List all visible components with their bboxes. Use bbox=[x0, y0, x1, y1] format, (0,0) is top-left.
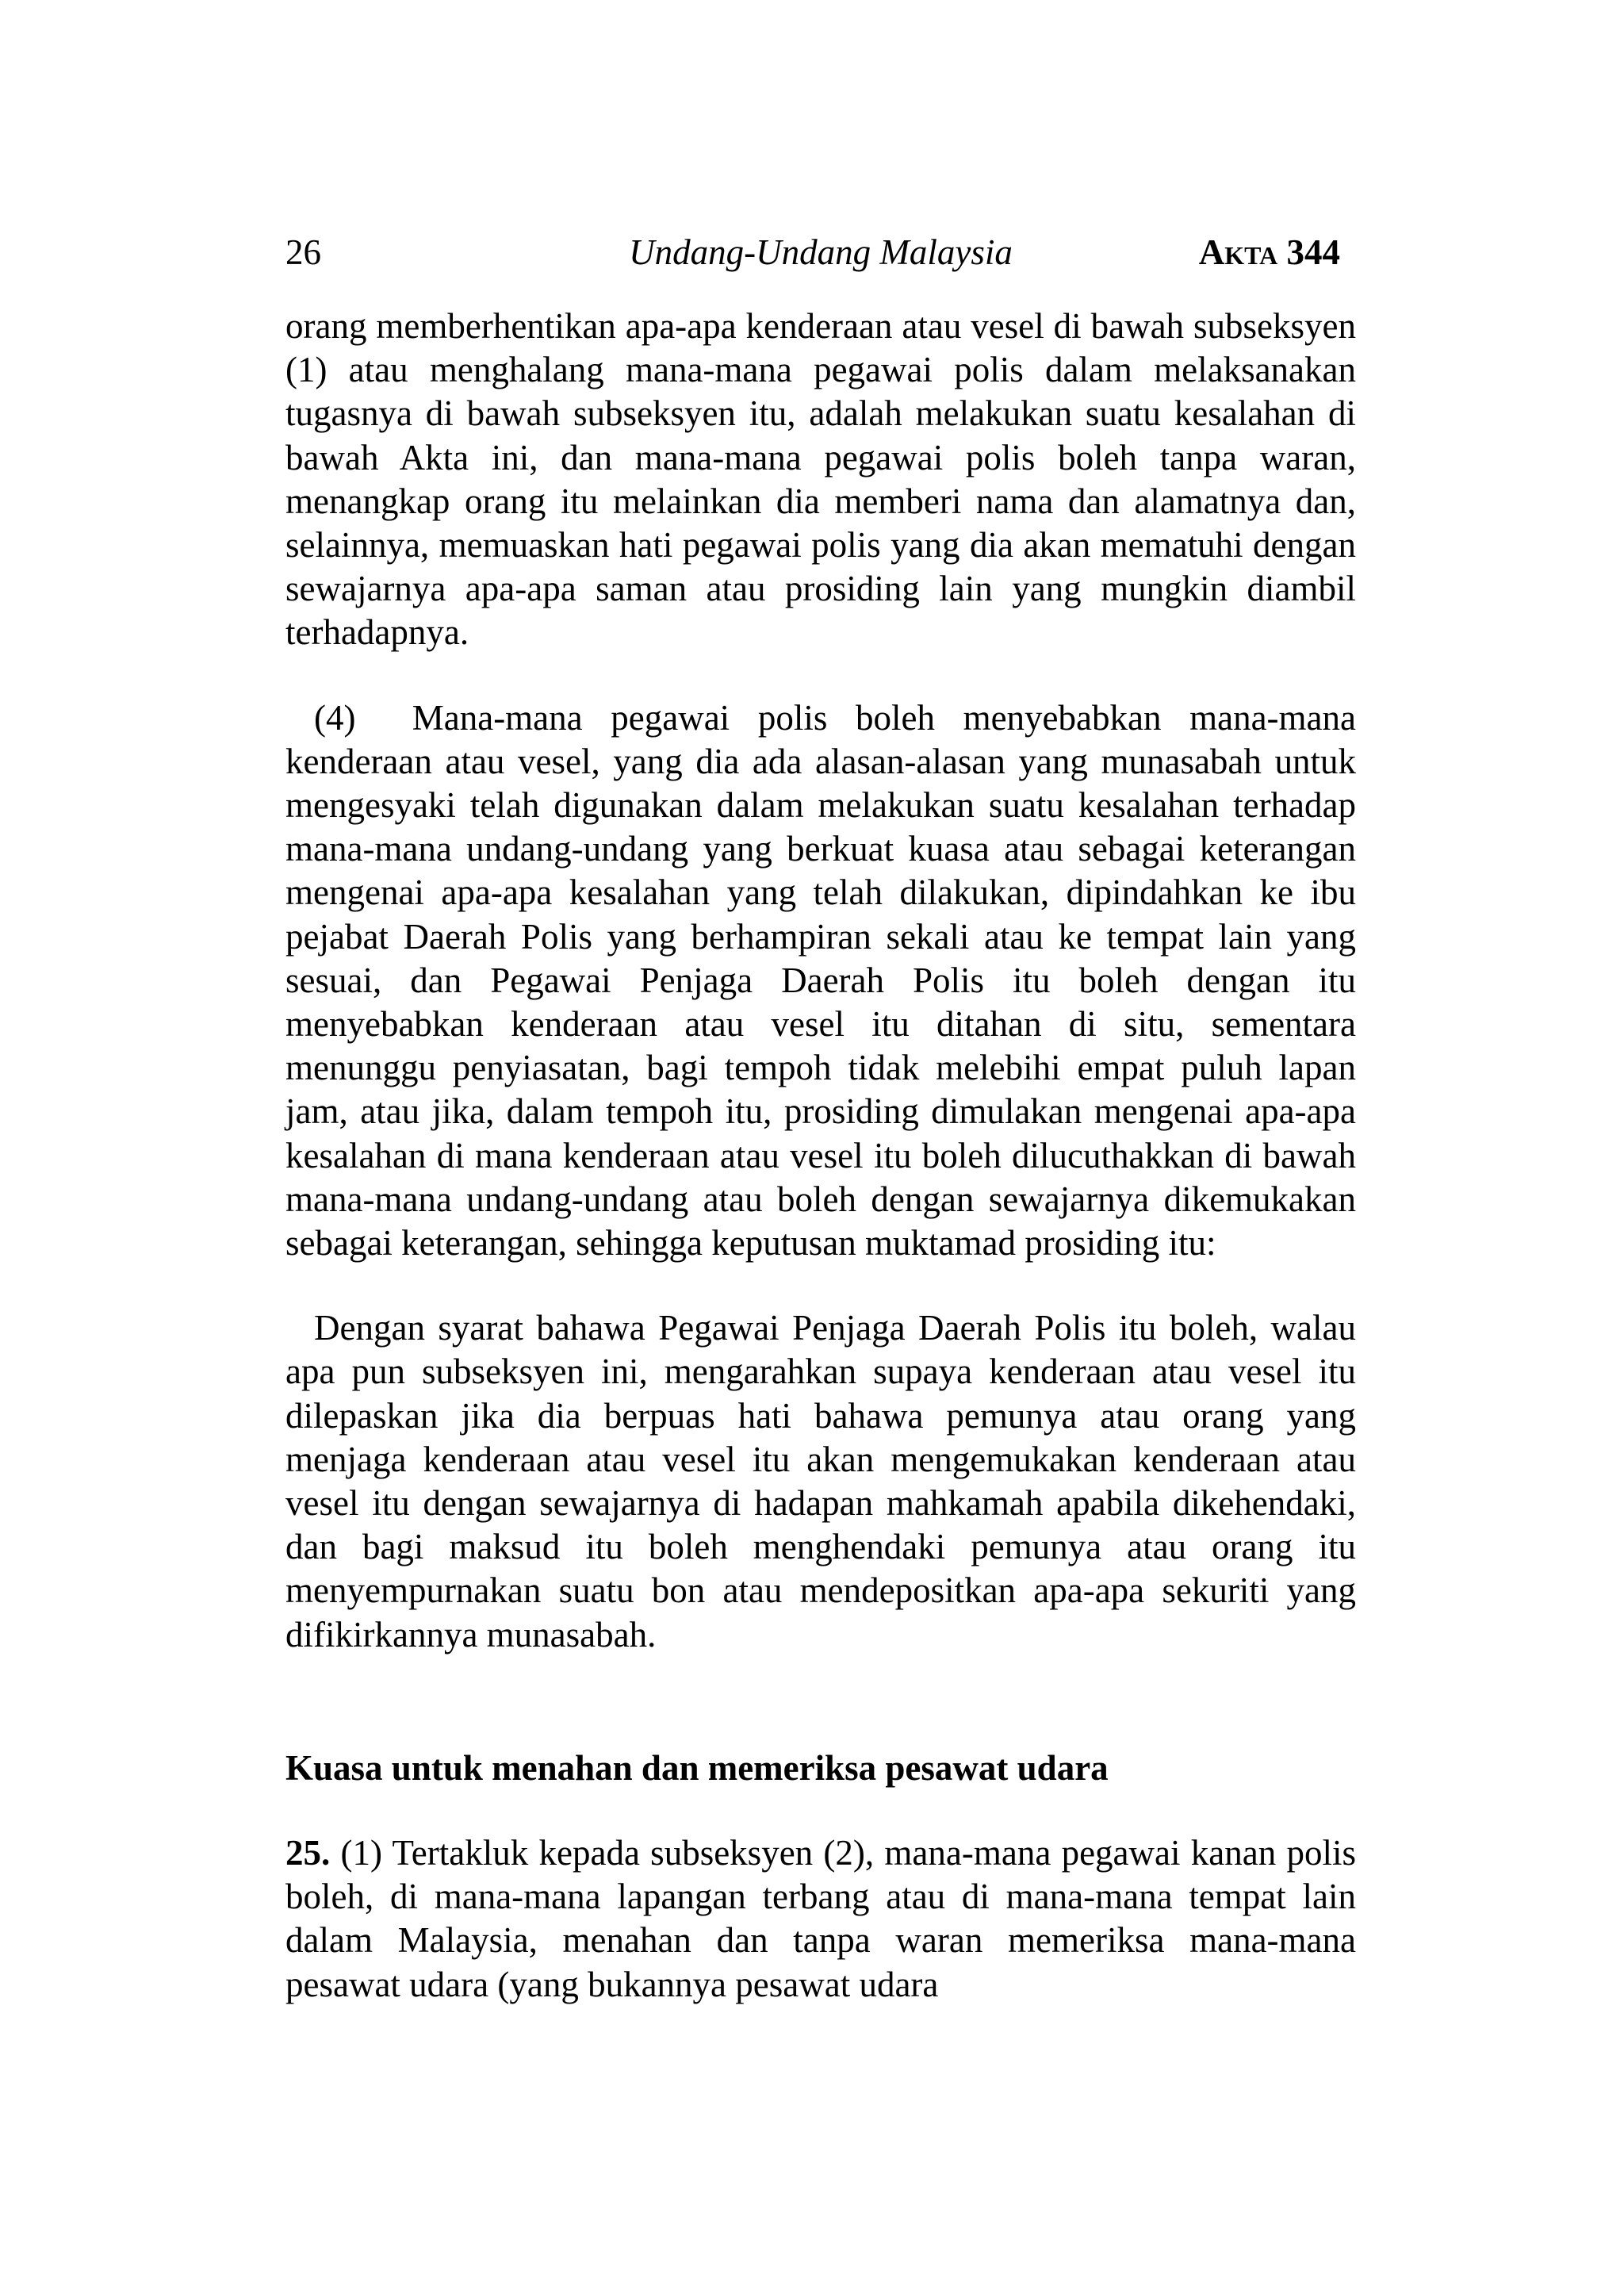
paragraph-section-25 bbox=[285, 1831, 1356, 2007]
document-page bbox=[285, 230, 1356, 2007]
paragraph-continuation: orang memberhentikan apa-apa kenderaan atau vesel di bawah subseksyen (1) atau menghalang mana-mana pegawai polis dalam melaksanakan tugasnya di bawah subseksyen itu, adalah melakukan suatu kesalahan di bawah Akta ini, dan mana-mana pegawai polis boleh tanpa waran, menangkap orang itu melainkan dia memberi nama dan alamatnya dan, selainnya, memuaskan hati pegawai polis yang dia akan mematuhi dengan sewajarnya apa-apa saman atau prosiding lain yang mungkin diambil terhadapnya. bbox=[285, 306, 1356, 653]
paragraph-subsection-4: (4) Mana-mana pegawai polis boleh menyebabkan mana-mana kenderaan atau vesel, yang dia ada alasan-alasan yang munasabah untuk mengesyaki telah digunakan dalam melakukan suatu kesalahan terhadap mana-mana undang-undang yang berkuat kuasa atau sebagai keterangan mengenai apa-apa kesalahan yang telah dilakukan, dipindahkan ke ibu pejabat Daerah Polis yang berhampiran sekali atau ke tempat lain yang sesuai, dan Pegawai Penjaga Daerah Polis itu boleh dengan itu menyebabkan kenderaan atau vesel itu ditahan di situ, sementara menunggu penyiasatan, bagi tempoh tidak melebihi empat puluh lapan jam, atau jika, dalam tempoh itu, prosiding dimulakan mengenai apa-apa kesalahan di mana kenderaan atau vesel itu boleh dilucuthakkan di bawah mana-mana undang-undang atau boleh dengan sewajarnya dikemukakan sebagai keterangan, sehingga keputusan muktamad prosiding itu: bbox=[285, 697, 1356, 1263]
page-header bbox=[285, 230, 1356, 274]
section-25-text: (1) Tertakluk kepada subseksyen (2), mana-mana pegawai kanan polis boleh, di mana-mana lapangan terbang atau di mana-mana tempat lain dalam Malaysia, menahan dan tanpa waran memeriksa mana-mana pesawat udara (yang bukannya pesawat udara bbox=[285, 1832, 1356, 2004]
section-number: 25. bbox=[285, 1832, 331, 1873]
body-text bbox=[285, 305, 1356, 2007]
paragraph-proviso: Dengan syarat bahawa Pegawai Penjaga Daerah Polis itu boleh, walau apa pun subseksyen ini, mengarahkan supaya kenderaan atau vesel itu dilepaskan jika dia berpuas hati bahawa pemunya atau orang yang menjaga kenderaan atau vesel itu akan mengemukakan kenderaan atau vesel itu dengan sewajarnya di hadapan mahkamah apabila dikehendaki, dan bagi maksud itu boleh menghendaki pemunya atau orang itu menyempurnakan suatu bon atau mendepositkan apa-apa sekuriti yang difikirkannya munasabah. bbox=[285, 1308, 1356, 1655]
act-label: Akta 344 bbox=[1198, 232, 1340, 272]
running-title: Undang-Undang Malaysia bbox=[629, 232, 1013, 272]
page-number: 26 bbox=[285, 232, 321, 272]
section-heading: Kuasa untuk menahan dan memeriksa pesawat udara bbox=[285, 1747, 1109, 1788]
